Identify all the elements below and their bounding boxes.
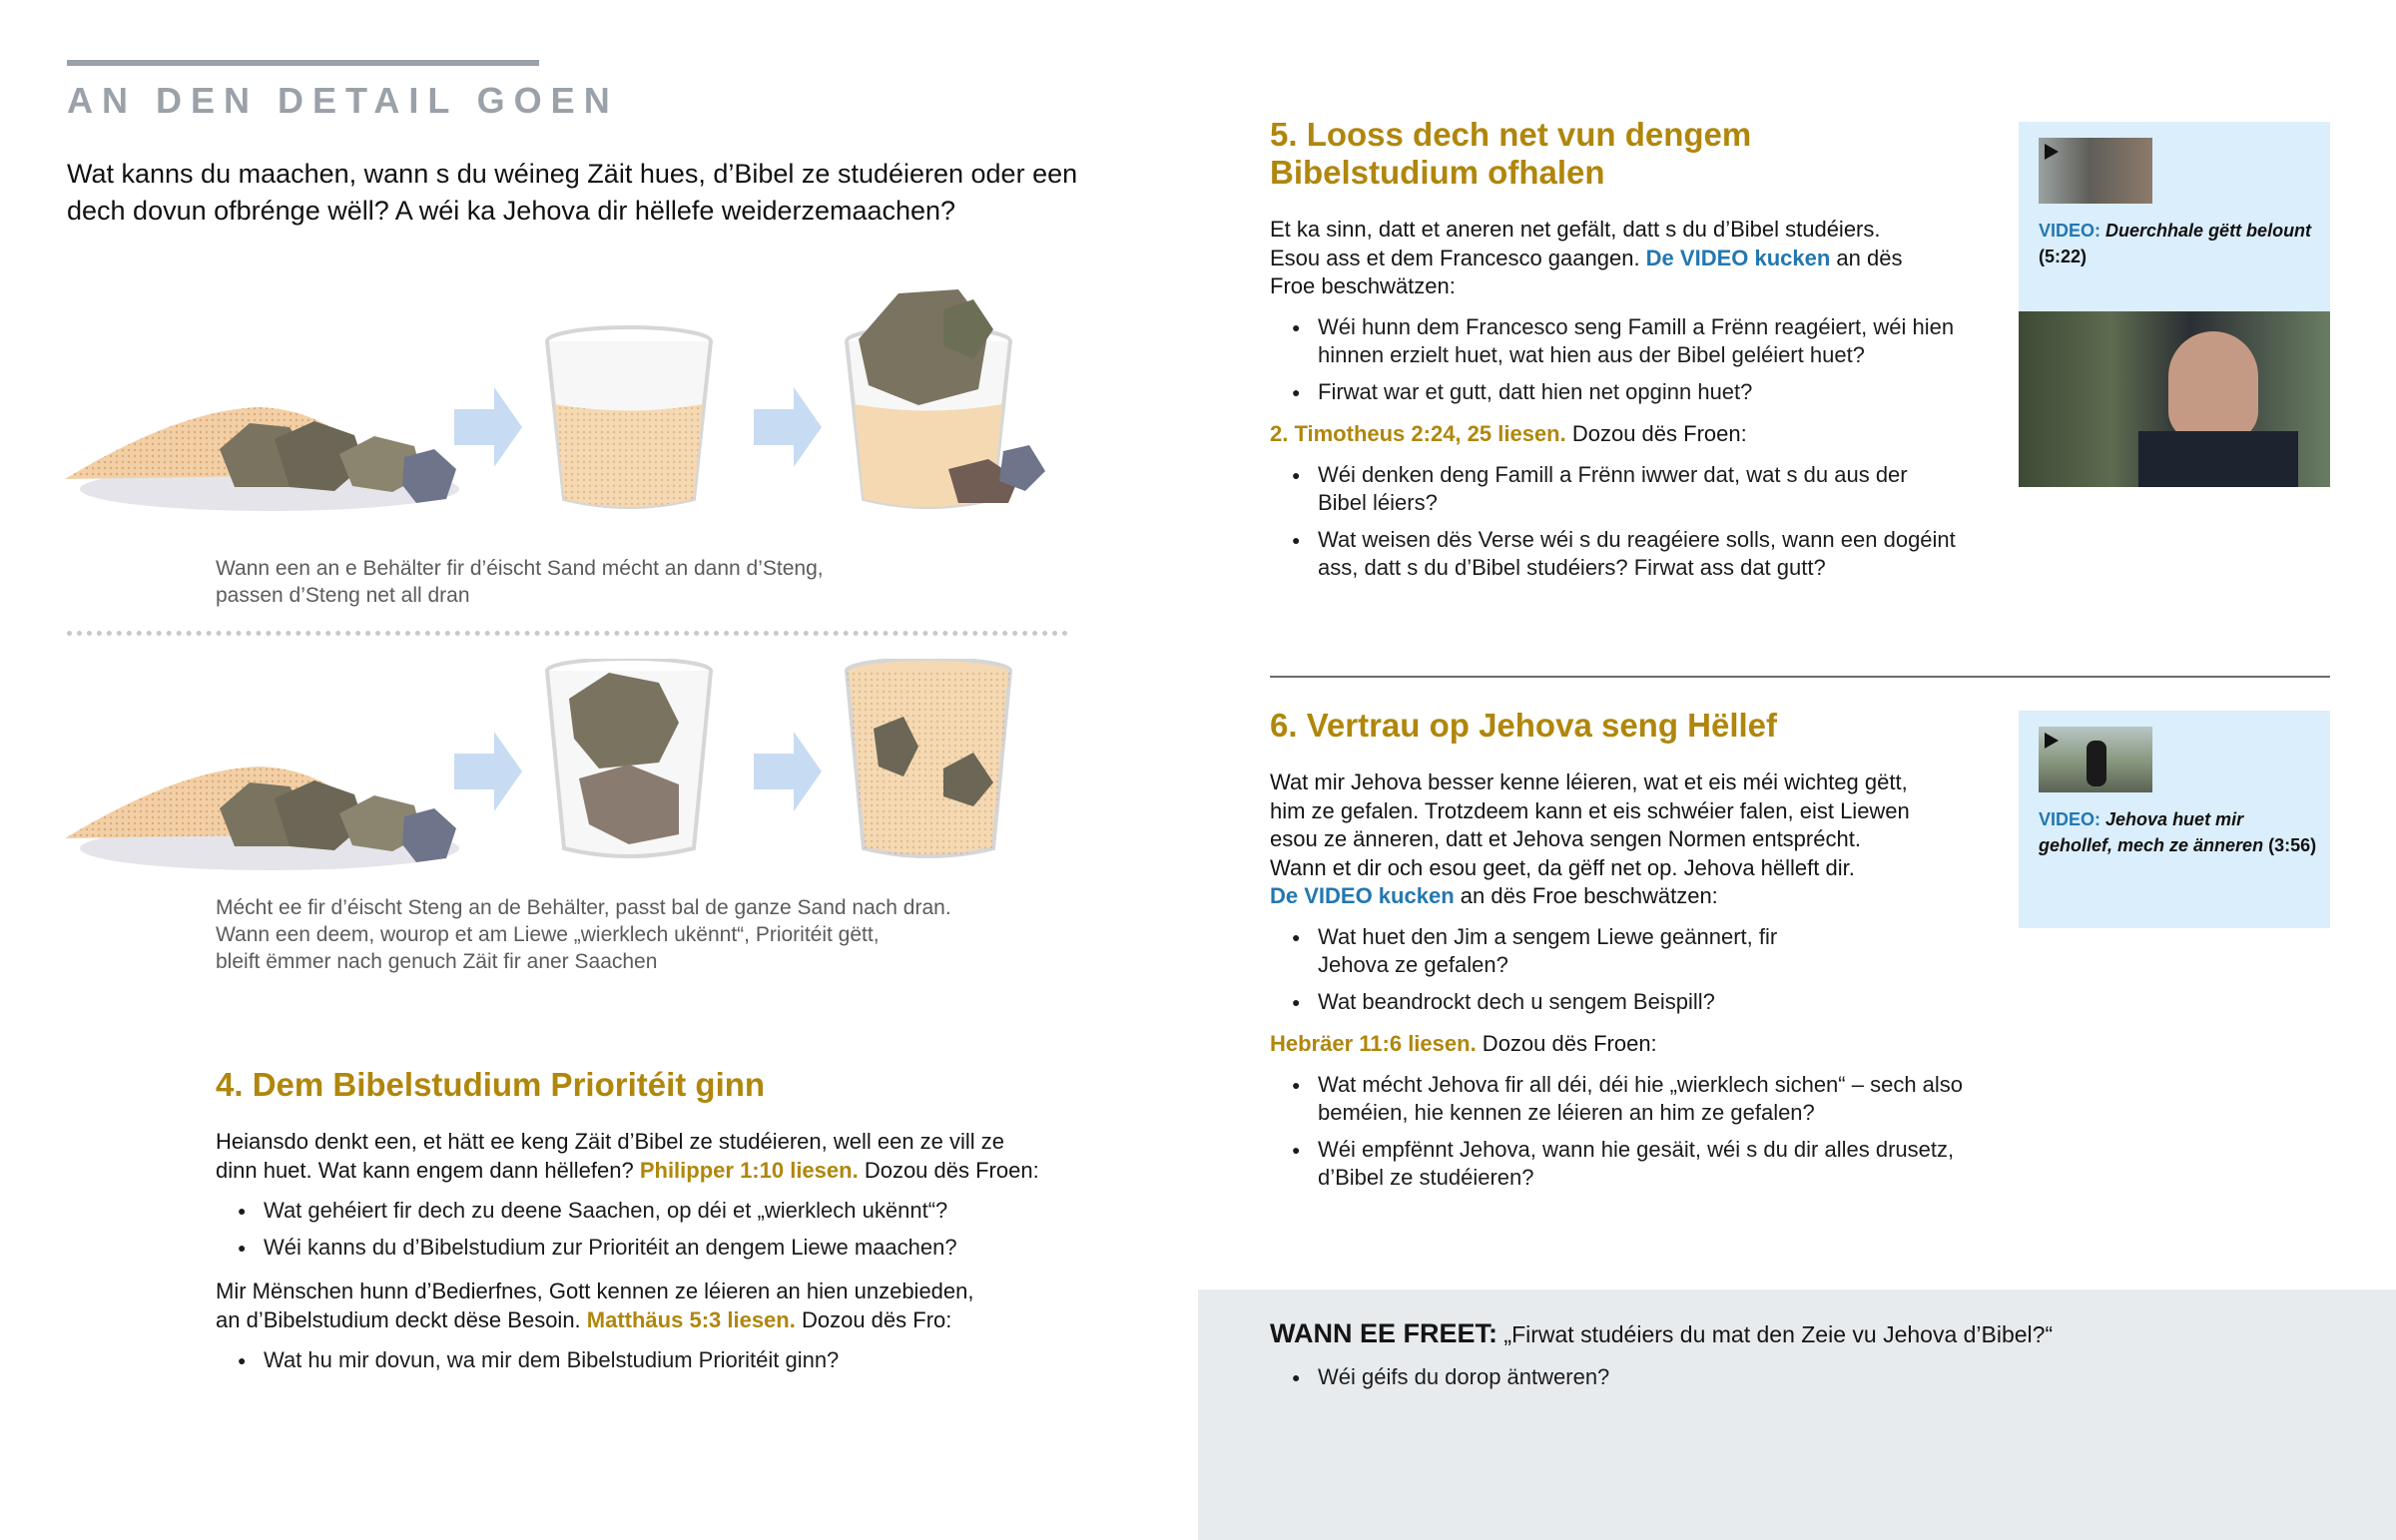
scripture-reference[interactable]: 2. Timotheus 2:24, 25 liesen. [1270, 421, 1566, 446]
person-jacket-image [2138, 431, 2298, 487]
text-line: Mir Mënschen hunn d’Bedierfnes, Gott kennen ze léieren an hien unzebieden, [216, 1279, 974, 1303]
question-item: ● Wat mécht Jehova fir all déi, déi hie „wierklech sichen“ – sech also beméien, hie kennen ze léieren an him ze gefalen? [1270, 1071, 1969, 1128]
ask-question: „Firwat studéiers du mat den Zeie vu Jehova d’Bibel?“ [1498, 1321, 2054, 1347]
section-6-title: 6. Vertrau op Jehova seng Hëllef [1270, 707, 1778, 744]
video-title: Jehova huet mir gehollef, mech ze änneren [2039, 809, 2264, 855]
caption-line: passen d’Steng net all dran [216, 584, 470, 607]
text-line: Heiansdo denkt een, et hätt ee keng Zäit d’Bibel ze studéieren, well een ze vill ze [216, 1129, 1005, 1154]
section-5-question-list-1 [1270, 313, 1959, 407]
cup-with-sand-image [547, 327, 711, 507]
video-title: Duerchhale gëtt belount [2105, 221, 2312, 241]
ask-heading: WANN EE FREET: [1270, 1318, 1498, 1348]
question-item: ● Wéi kanns du d’Bibelstudium zur Prioritéit an dengem Liewe maachen? [216, 1234, 1094, 1263]
section-4-title: 4. Dem Bibelstudium Prioritéit ginn [216, 1066, 766, 1103]
section-6 [1270, 707, 1969, 1201]
question-item: ● Wéi géifs du dorop äntweren? [1270, 1363, 2268, 1392]
text-line: Wann et dir och esou geet, da gëff net op. Jehova hëlleft dir. [1270, 854, 1855, 880]
section-4 [216, 1066, 1094, 1383]
scripture-reference[interactable]: Matthäus 5:3 liesen. [586, 1306, 796, 1332]
caption-line: bleift ëmmer nach genuch Zäit fir aner Saachen [216, 950, 658, 973]
video-box-5[interactable] [2019, 122, 2330, 311]
section-5-reference-line [1270, 420, 1969, 449]
caption-line: Mécht ee fir d’éischt Steng an de Behälter, passt bal de ganze Sand nach dran. [216, 896, 951, 919]
question-item: ● Firwat war et gutt, datt hien net opginn huet? [1270, 378, 1959, 407]
section-kicker: AN DEN DETAIL GOEN [67, 80, 619, 121]
header-rule [67, 60, 539, 66]
stones-first-illustration [60, 659, 1118, 878]
cup-full-image [847, 659, 1010, 856]
video-label: VIDEO: [2039, 221, 2101, 241]
video-duration: (5:22) [2039, 247, 2088, 266]
scripture-reference[interactable]: Hebräer 11:6 liesen. [1270, 1031, 1477, 1056]
text-line: Et ka sinn, datt et aneren net gefält, datt s du d’Bibel studéiers. [1270, 217, 1881, 242]
title-line: 5. Looss dech net vun dengem [1270, 116, 1752, 153]
text-fragment: Dozou dës Froen: [858, 1157, 1039, 1183]
text-fragment: dinn huet. Wat kann engem dann hëllefen? [216, 1157, 640, 1183]
arrow-icon [754, 732, 822, 811]
play-icon [2045, 144, 2059, 160]
text-line: Froe beschwätzen: [1270, 273, 1456, 298]
section-4-question-list-1 [216, 1197, 1094, 1262]
cup-overflowing-stones-image [847, 289, 1045, 507]
section-6-question-list-2 [1270, 1071, 1969, 1193]
text-line: him ze gefalen. Trotzdeem kann et eis schwéier falen, eist Liewen [1270, 797, 1910, 823]
video-thumbnail[interactable] [2039, 138, 2152, 204]
video-duration: (3:56) [2268, 835, 2317, 855]
ask-prompt [1270, 1319, 2368, 1349]
section-4-paragraph-1 [216, 1128, 1094, 1185]
text-fragment: an dës Froe beschwätzen: [1454, 883, 1718, 908]
watch-video-link[interactable]: De VIDEO kucken [1270, 883, 1455, 908]
question-item: ● Wat hu mir dovun, wa mir dem Bibelstudium Prioritéit ginn? [216, 1346, 1094, 1375]
question-item: ● Wat weisen dës Verse wéi s du reagéiere solls, wann een dogéint ass, datt s du d’Bibel studéiers? Firwat ass dat gutt? [1270, 526, 1959, 583]
intro-text: Wat kanns du maachen, wann s du wéineg Zäit hues, d’Bibel ze studéieren oder een dech dovun ofbrénge wëll? A wéi ka Jehova dir hëllefe weiderzemaachen? [67, 159, 1078, 226]
arrow-icon [754, 387, 822, 467]
illustration-caption-2 [216, 894, 951, 975]
video-still-image [2019, 311, 2330, 487]
text-line: Wat mir Jehova besser kenne léieren, wat et eis méi wichteg gëtt, [1270, 770, 1908, 794]
text-fragment: Esou ass et dem Francesco gaangen. [1270, 245, 1646, 270]
question-item: ● Wéi empfënnt Jehova, wann hie gesäit, wéi s du dir alles drusetz, d’Bibel ze studéieren? [1270, 1136, 1969, 1193]
section-4-paragraph-2 [216, 1278, 1094, 1334]
play-icon [2045, 733, 2059, 749]
section-5-question-list-2 [1270, 461, 1959, 583]
question-item: ● Wéi denken deng Famill a Frënn iwwer dat, wat s du aus der Bibel léiers? [1270, 461, 1959, 518]
text-fragment: an dës [1830, 245, 1903, 270]
question-item: ● Wéi hunn dem Francesco seng Famill a Frënn reagéiert, wéi hien hinnen erzielt huet, wat hien aus der Bibel geléiert huet? [1270, 313, 1959, 370]
illustration-caption-1 [216, 555, 824, 609]
section-6-reference-line [1270, 1030, 1969, 1059]
ask-box [1198, 1289, 2396, 1540]
ask-list [1270, 1363, 2268, 1400]
video-caption [2039, 806, 2318, 858]
text-line: esou ze änneren, datt et Jehova sengen Normen entsprécht. [1270, 826, 1861, 851]
video-label: VIDEO: [2039, 809, 2101, 829]
section-6-question-list-1 [1270, 923, 1809, 1017]
cup-with-stones-image [547, 659, 711, 856]
scripture-reference[interactable]: Philipper 1:10 liesen. [639, 1157, 859, 1183]
question-item: ● Wat gehéiert fir dech zu deene Saachen, op déi et „wierklech ukënnt“? [216, 1197, 1094, 1226]
dotted-divider [67, 631, 1068, 636]
section-5-paragraph [1270, 216, 1969, 301]
text-line [216, 1157, 1094, 1186]
text-line [1270, 245, 1969, 273]
video-thumbnail[interactable] [2039, 727, 2152, 792]
sand-first-illustration [60, 279, 1118, 549]
question-item: ● Wat huet den Jim a sengem Liewe geännert, fir Jehova ze gefalen? [1270, 923, 1809, 980]
text-fragment: Dozou dës Fro: [795, 1306, 952, 1332]
section-6-paragraph [1270, 769, 1969, 911]
person-face-image [2168, 331, 2258, 441]
section-divider [1270, 676, 2330, 678]
arrow-icon [454, 732, 522, 811]
text-fragment: Dozou dës Froen: [1565, 421, 1747, 446]
text-fragment: Dozou dës Froen: [1476, 1031, 1657, 1056]
text-line [1270, 882, 1969, 911]
motorcyclist-image [2087, 741, 2106, 786]
question-item: ● Wat beandrockt dech u sengem Beispill? [1270, 988, 1809, 1017]
text-line [216, 1306, 1094, 1335]
section-5-title [1270, 116, 1969, 192]
text-fragment: an d’Bibelstudium deckt dëse Besoin. [216, 1306, 587, 1332]
video-box-6[interactable] [2019, 711, 2330, 928]
title-line: Bibelstudium ofhalen [1270, 154, 1605, 191]
caption-line: Wann een deem, wourop et am Liewe „wierklech ukënnt“, Prioritéit gëtt, [216, 923, 880, 946]
caption-line: Wann een an e Behälter fir d’éischt Sand mécht an dann d’Steng, [216, 557, 824, 580]
section-5 [1270, 116, 1969, 591]
watch-video-link[interactable]: De VIDEO kucken [1645, 245, 1831, 270]
arrow-icon [454, 387, 522, 467]
video-caption [2039, 218, 2318, 269]
section-4-question-list-2 [216, 1346, 1094, 1375]
